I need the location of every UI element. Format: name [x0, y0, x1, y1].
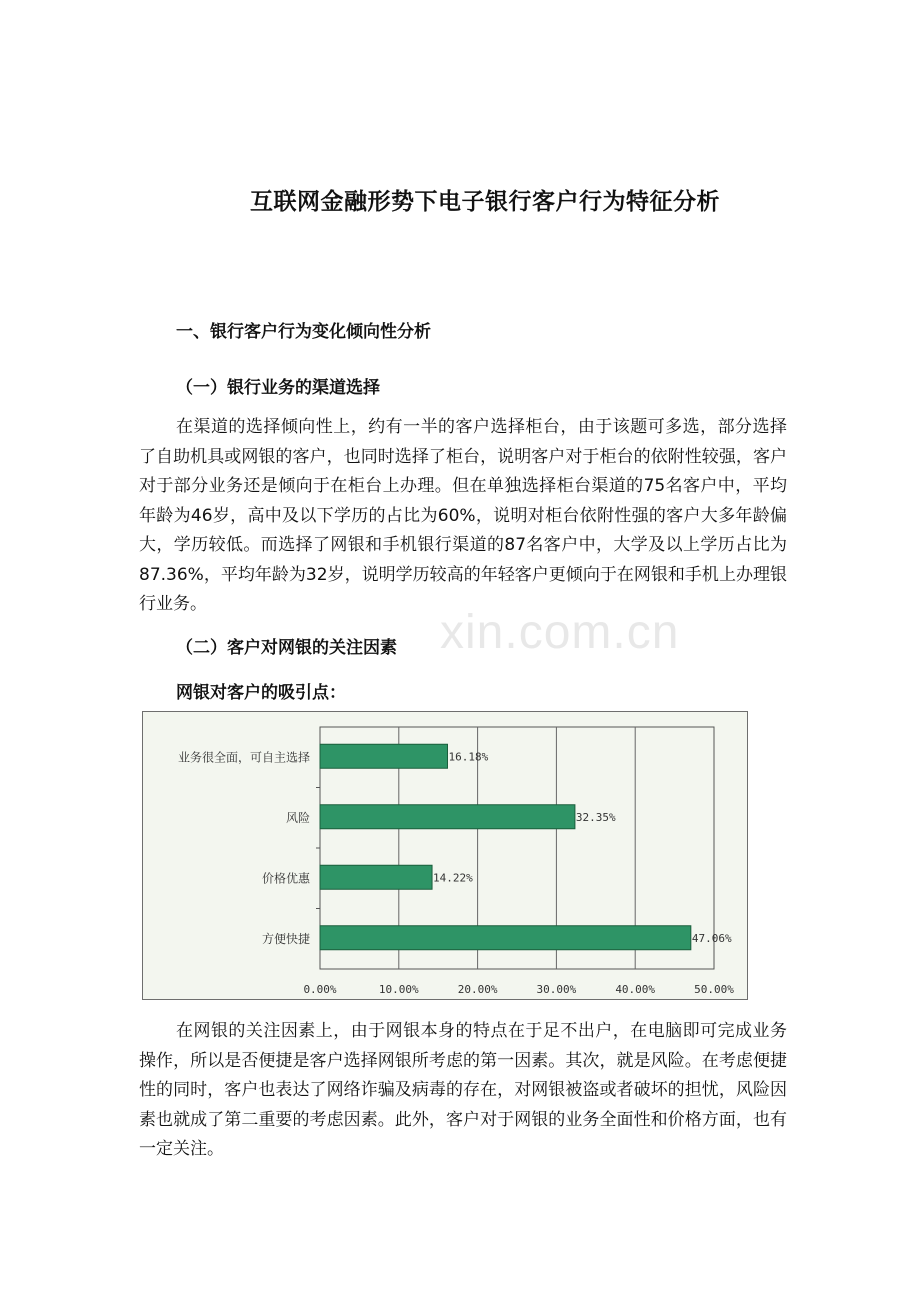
x-tick-label: 20.00% — [457, 983, 498, 996]
bar — [320, 865, 432, 889]
subsection-heading-channel: （一）银行业务的渠道选择 — [176, 378, 380, 398]
data-label: 14.22% — [433, 871, 473, 885]
category-label: 方便快捷 — [261, 931, 310, 946]
paragraph-factors: 在网银的关注因素上，由于网银本身的特点在于足不出户，在电脑即可完成业务操作，所以是否便捷是客户选择网银所考虑的第一因素。其次，就是风险。在考虑便捷性的同时，客户也表达了网络诈骗及病毒的存在，对网银被盗或者破坏的担忧，风险因素也就成了第二重要的考虑因素。此外，客户对于网银的业务全面性和价格方面，也有一定关注。 — [139, 1021, 787, 1159]
bar — [320, 805, 575, 829]
data-label: 32.35% — [575, 810, 616, 824]
category-label: 业务很全面，可自主选择 — [177, 750, 310, 765]
x-tick-label: 40.00% — [615, 983, 656, 996]
bar-chart — [142, 711, 748, 1000]
paragraph-channel: 在渠道的选择倾向性上，约有一半的客户选择柜台，由于该题可多选，部分选择了自助机具或网银的客户，也同时选择了柜台，说明客户对于柜台的依附性较强，客户对于部分业务还是倾向于在柜台上办理。但在单独选择柜台渠道的75名客户中，平均年龄为46岁，高中及以下学历的占比为60%，说明对柜台依附性强的客户大多年龄偏大，学历较低。而选择了网银和手机银行渠道的87名客户中，大学及以上学历占比为87.36%，平均年龄为32岁，说明学历较高的年轻客户更倾向于在网银和手机上办理银行业务。 — [139, 417, 787, 614]
bar — [320, 926, 691, 950]
subsection-heading-factors: （二）客户对网银的关注因素 — [176, 638, 397, 658]
chart-svg — [143, 712, 749, 1001]
category-label: 风险 — [285, 810, 310, 825]
x-tick-label: 10.00% — [378, 983, 419, 996]
x-tick-label: 50.00% — [694, 983, 734, 996]
bar — [320, 744, 447, 768]
x-tick-label: 30.00% — [536, 983, 577, 996]
data-label: 16.18% — [448, 750, 489, 764]
watermark: xin.com.cn — [440, 606, 680, 659]
x-tick-label: 0.00% — [303, 983, 337, 996]
chart-heading: 网银对客户的吸引点： — [176, 683, 346, 703]
category-label: 价格优惠 — [261, 871, 310, 886]
section-heading: 一、银行客户行为变化倾向性分析 — [176, 322, 431, 342]
data-label: 47.06% — [691, 931, 732, 945]
document-title: 互联网金融形势下电子银行客户行为特征分析 — [250, 189, 720, 215]
